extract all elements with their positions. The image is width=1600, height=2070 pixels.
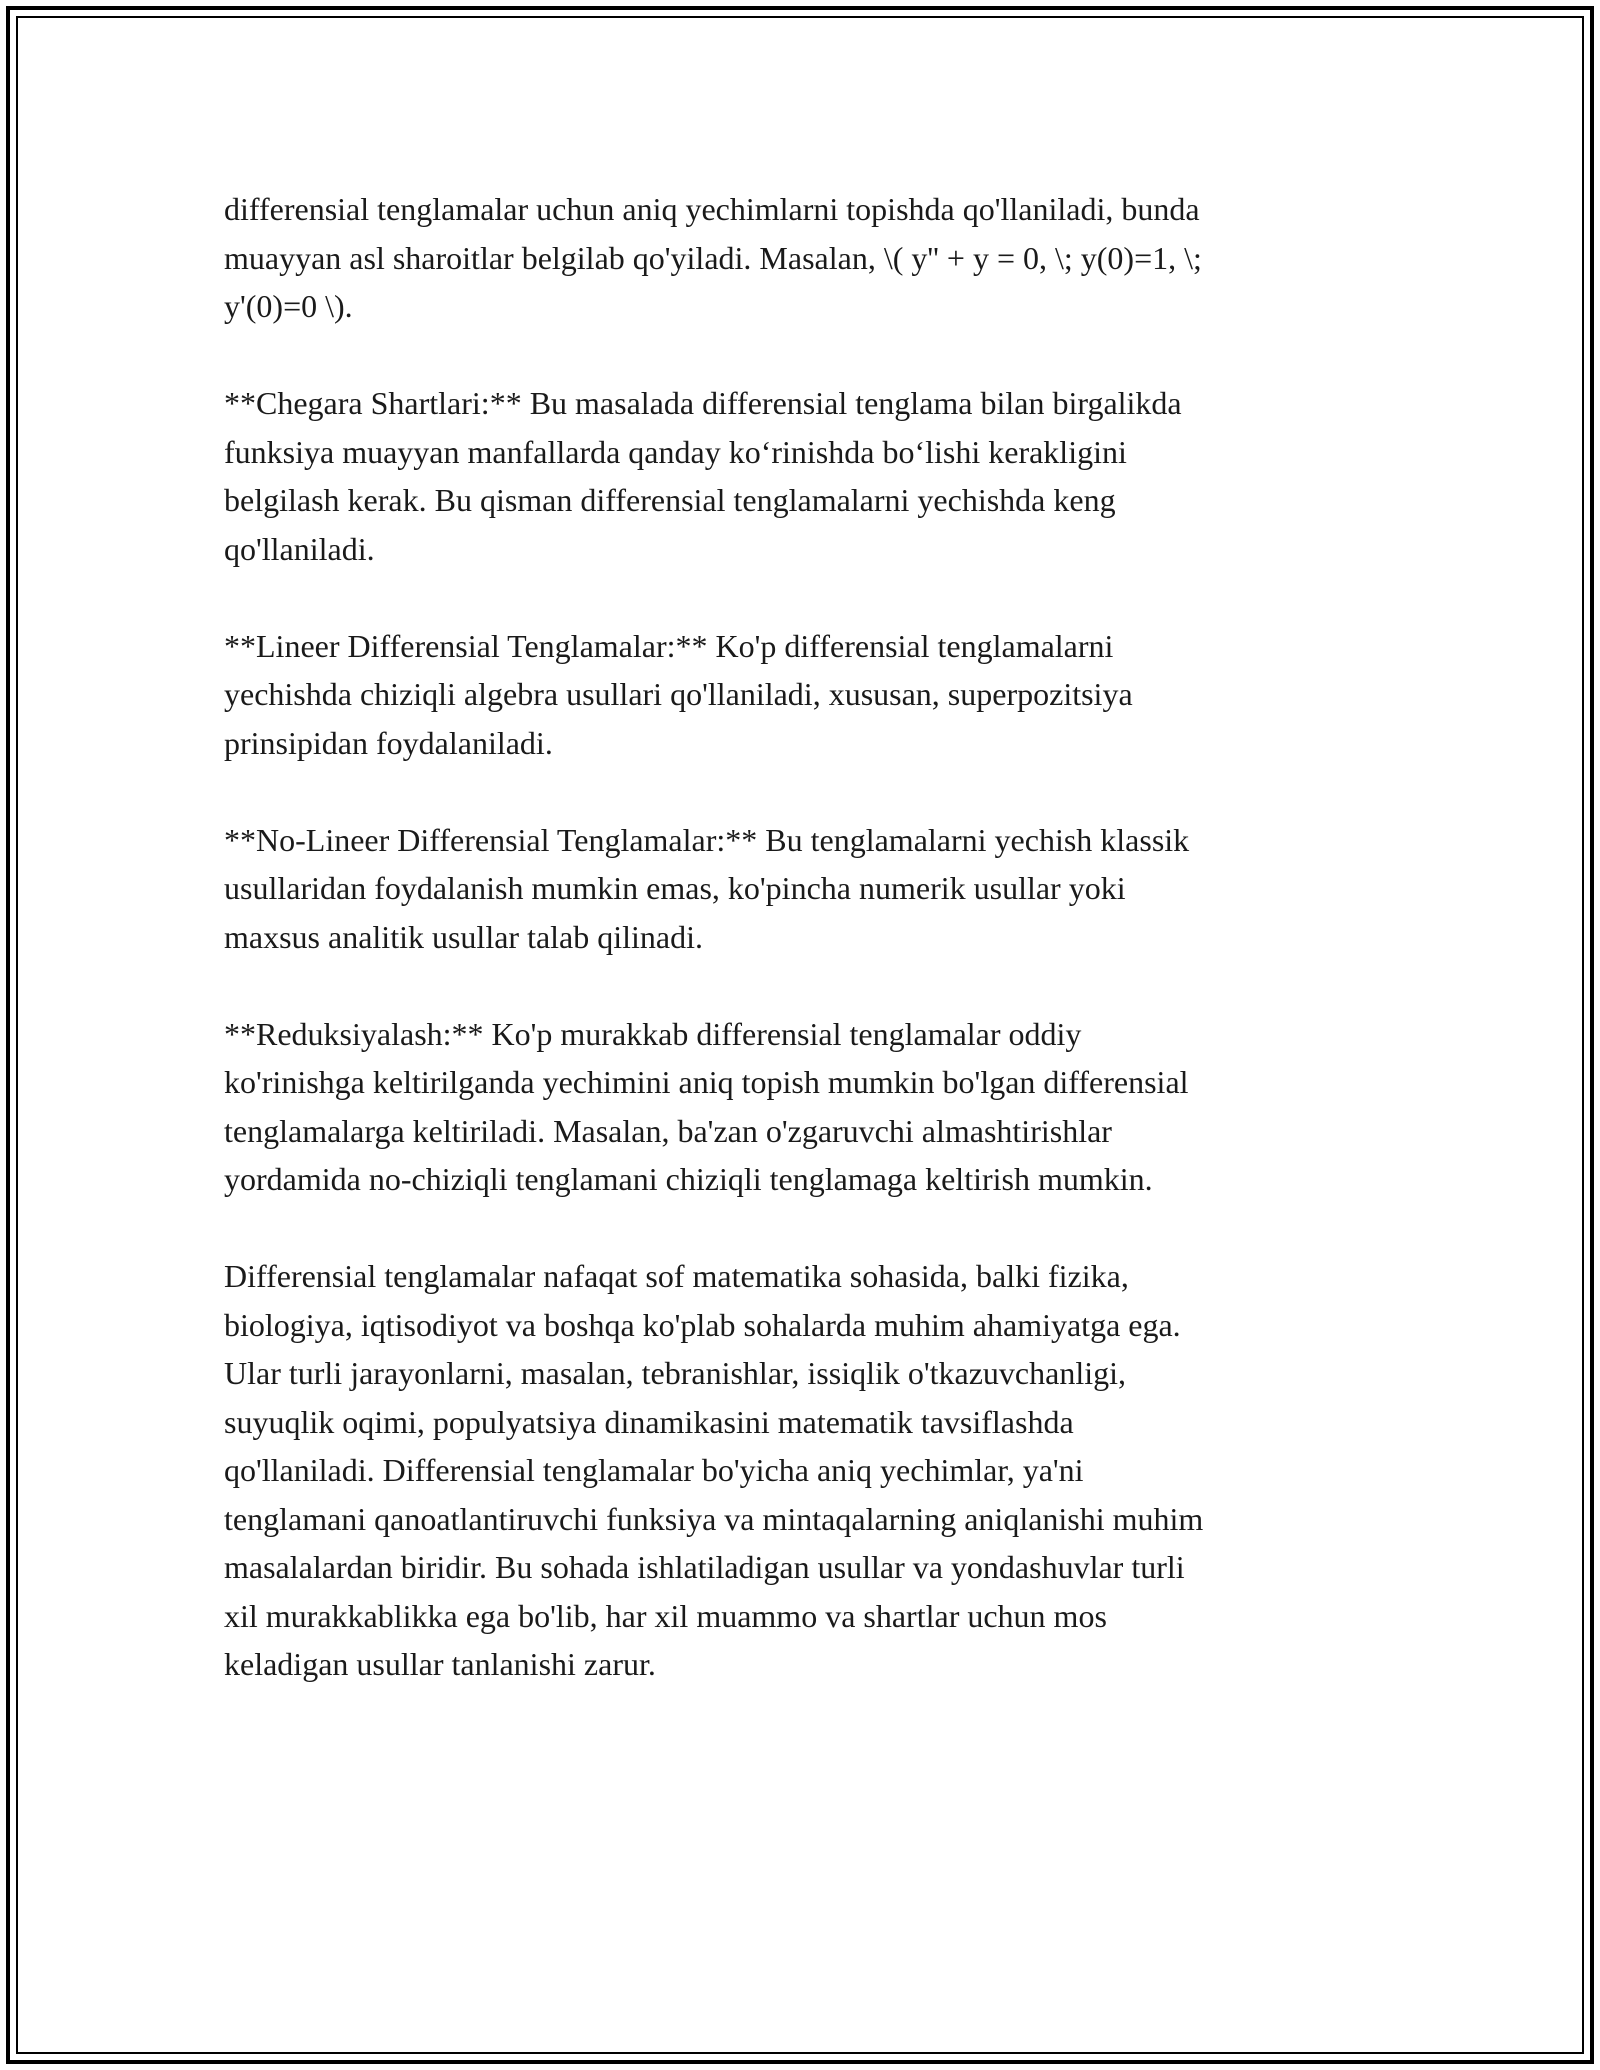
paragraph-initial-conditions: differensial tenglamalar uchun aniq yechimlarni topishda qo'llaniladi, bunda muayyan asl sharoitlar belgilab qo'yiladi. Masalan, \( y'' + y = 0, \; y(0)=1, \; y'(0)=0 \). [224, 191, 1202, 324]
paragraph-linear-equations: **Lineer Differensial Tenglamalar:** Ko'p differensial tenglamalarni yechishda chiziqli algebra usullari qo'llaniladi, xususan, superpozitsiya prinsipidan foydalaniladi. [224, 627, 1133, 761]
paragraph-nonlinear-equations: **No-Lineer Differensial Tenglamalar:** Bu tenglamalarni yechish klassik usullaridan foydalanish mumkin emas, ko'pincha numerik usullar yoki maxsus analitik usullar talab qilinadi. [224, 821, 1190, 955]
document-body [224, 185, 1374, 1737]
paragraph-reduction: **Reduksiyalash:** Ko'p murakkab differensial tenglamalar oddiy ko'rinishga keltirilganda yechimini aniq topish mumkin bo'lgan differensial tenglamalarga keltiriladi. Masalan, ba'zan o'zgaruvchi almashtirishlar yordamida no-chiziqli tenglamani chiziqli tenglamaga keltirish mumkin. [224, 1015, 1189, 1197]
paragraph-conclusion: Differensial tenglamalar nafaqat sof matematika sohasida, balki fizika, biologiya, iqtisodiyot va boshqa ko'plab sohalarda muhim ahamiyatga ega. Ular turli jarayonlarni, masalan, tebranishlar, issiqlik o'tkazuvchanligi, suyuqlik oqimi, populyatsiya dinamikasini matematik tavsiflashda qo'llaniladi. Differensial tenglamalar bo'yicha aniq yechimlar, ya'ni tenglamani qanoatlantiruvchi funksiya va mintaqalarning aniqlanishi muhim masalalardan biridir. Bu sohada ishlatiladigan usullar va yondashuvlar turli xil murakkablikka ega bo'lib, har xil muammo va shartlar uchun mos keladigan usullar tanlanishi zarur. [224, 1258, 1204, 1682]
paragraph-boundary-conditions: **Chegara Shartlari:** Bu masalada differensial tenglama bilan birgalikda funksiya muayyan manfallarda qanday ko‘rinishda bo‘lishi kerakligini belgilash kerak. Bu qisman differensial tenglamalarni yechishda keng qo'llaniladi. [224, 385, 1182, 567]
